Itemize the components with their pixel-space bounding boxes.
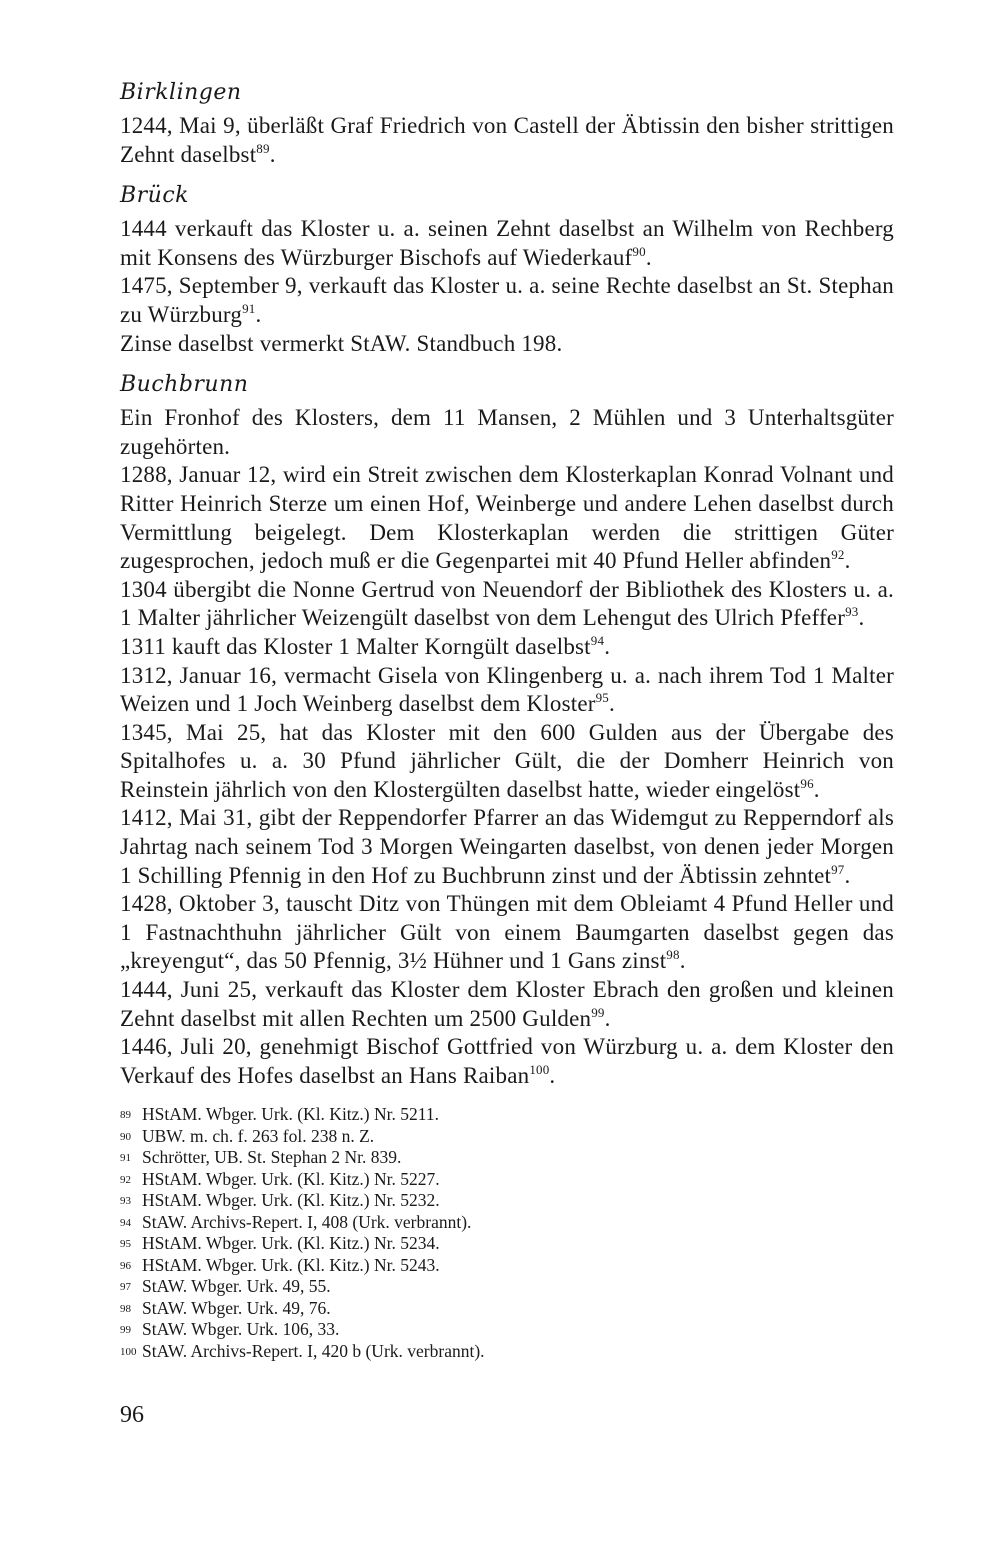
footnote-ref[interactable]: 96 bbox=[800, 775, 814, 791]
footnote-text: StAW. Wbger. Urk. 49, 76. bbox=[142, 1297, 331, 1318]
paragraph-text: 1312, Januar 16, vermacht Gisela von Klingenberg u. a. nach ihrem Tod 1 Malter Weizen und 1 Joch Weinberg daselbst dem Kloster bbox=[120, 662, 894, 717]
paragraph-text: 1412, Mai 31, gibt der Reppendorfer Pfarrer an das Widemgut zu Repperndorf als Jahrtag nach seinem Tod 3 Morgen Weingarten daselbst, von denen jeder Morgen 1 Schilling Pfennig in den Hof zu Buchbrunn zinst und der Äbtissin zehntet bbox=[120, 805, 894, 888]
footnote-ref[interactable]: 94 bbox=[590, 632, 605, 648]
footnote-number: 97 bbox=[120, 1281, 131, 1294]
paragraph bbox=[120, 719, 894, 805]
paragraph bbox=[120, 330, 894, 359]
footnote bbox=[120, 1276, 894, 1298]
footnote bbox=[120, 1104, 894, 1126]
footnote-number: 100 bbox=[120, 1345, 137, 1358]
paragraph-text: 1311 kauft das Kloster 1 Malter Korngült daselbst bbox=[120, 633, 591, 659]
footnote-number: 96 bbox=[120, 1259, 131, 1272]
footnotes bbox=[120, 1104, 894, 1362]
paragraph-text: 1304 übergibt die Nonne Gertrud von Neuendorf der Bibliothek des Klosters u. a. 1 Malter jährlicher Weizengült daselbst von dem Lehengut des Ulrich Pfeffer bbox=[120, 576, 894, 631]
footnote-number: 92 bbox=[120, 1173, 131, 1186]
footnote-number: 98 bbox=[120, 1302, 131, 1315]
section-heading: Birklingen bbox=[120, 80, 242, 105]
paragraph bbox=[120, 404, 894, 461]
paragraph-end: . bbox=[609, 691, 615, 717]
footnote-number: 94 bbox=[120, 1216, 131, 1229]
footnote-ref[interactable]: 95 bbox=[595, 690, 610, 706]
footnote-ref[interactable]: 92 bbox=[831, 547, 845, 563]
footnote-text: HStAM. Wbger. Urk. (Kl. Kitz.) Nr. 5243. bbox=[142, 1254, 440, 1275]
footnote-text: StAW. Wbger. Urk. 49, 55. bbox=[142, 1276, 331, 1297]
footnote bbox=[120, 1298, 894, 1320]
footnote-ref[interactable]: 91 bbox=[242, 300, 256, 316]
paragraph-text: 1428, Oktober 3, tauscht Ditz von Thüngen mit dem Obleiamt 4 Pfund Heller und 1 Fastnachthuhn jährlicher Gült von einem Baumgarten daselbst gegen das „kreyengut“, das 50 Pfennig, 3½ Hühner und 1 Gans zinst bbox=[120, 891, 894, 974]
footnote bbox=[120, 1319, 894, 1341]
paragraph-text: Zinse daselbst vermerkt StAW. Standbuch 198. bbox=[120, 330, 563, 356]
footnote-ref[interactable]: 90 bbox=[632, 243, 646, 259]
section bbox=[120, 181, 894, 358]
paragraph bbox=[120, 215, 894, 272]
sections bbox=[120, 78, 894, 1090]
paragraph-text: Ein Fronhof des Klosters, dem 11 Mansen, 2 Mühlen und 3 Unterhaltsgüter zugehörten. bbox=[120, 405, 894, 459]
footnote-text: StAW. Wbger. Urk. 106, 33. bbox=[142, 1319, 340, 1340]
footnote-text: HStAM. Wbger. Urk. (Kl. Kitz.) Nr. 5227. bbox=[142, 1168, 440, 1189]
paragraph bbox=[120, 976, 894, 1033]
paragraph-text: 1345, Mai 25, hat das Kloster mit den 600 Gulden aus der Übergabe des Spitalhofes u. a. 30 Pfund jährlicher Gült, die der Domherr Heinrich von Reinstein jährlich von den Klostergülten daselbst hatte, wieder eingelöst bbox=[120, 719, 894, 802]
footnote bbox=[120, 1147, 894, 1169]
paragraph-text: 1244, Mai 9, überläßt Graf Friedrich von Castell der Äbtissin den bisher strittigen Zehnt daselbst bbox=[120, 113, 894, 167]
section-heading: Brück bbox=[120, 183, 190, 209]
footnote bbox=[120, 1169, 894, 1191]
paragraph-end: . bbox=[679, 948, 686, 974]
section bbox=[120, 370, 894, 1090]
footnote bbox=[120, 1212, 894, 1234]
paragraph-end: . bbox=[844, 862, 851, 888]
footnote bbox=[120, 1341, 894, 1363]
footnote-ref[interactable]: 93 bbox=[845, 604, 859, 620]
paragraph-text: 1475, September 9, verkauft das Kloster u. a. seine Rechte daselbst an St. Stephan zu Würzburg bbox=[120, 273, 894, 327]
paragraph bbox=[120, 662, 894, 719]
section-heading: Buchbrunn bbox=[120, 372, 249, 398]
footnote-text: HStAM. Wbger. Urk. (Kl. Kitz.) Nr. 5232. bbox=[142, 1190, 440, 1211]
paragraph-end: . bbox=[645, 244, 652, 270]
paragraph bbox=[120, 272, 894, 329]
footnote bbox=[120, 1126, 894, 1148]
footnote-text: UBW. m. ch. f. 263 fol. 238 n. Z. bbox=[142, 1125, 375, 1146]
footnote-number: 93 bbox=[120, 1195, 131, 1208]
footnote-text: StAW. Archivs-Repert. I, 408 (Urk. verbrannt). bbox=[142, 1211, 472, 1232]
footnote-ref[interactable]: 89 bbox=[256, 140, 270, 156]
footnote-text: Schrötter, UB. St. Stephan 2 Nr. 839. bbox=[142, 1147, 402, 1168]
footnote-number: 91 bbox=[120, 1152, 131, 1165]
footnote-number: 89 bbox=[120, 1109, 131, 1122]
page-number: 96 bbox=[120, 1402, 144, 1428]
paragraph-end: . bbox=[813, 776, 820, 802]
footnote bbox=[120, 1255, 894, 1277]
footnote-ref[interactable]: 99 bbox=[591, 1004, 605, 1020]
paragraph bbox=[120, 890, 894, 976]
section bbox=[120, 78, 894, 169]
footnote bbox=[120, 1233, 894, 1255]
footnote-text: HStAM. Wbger. Urk. (Kl. Kitz.) Nr. 5234. bbox=[142, 1233, 440, 1254]
footnote-ref[interactable]: 97 bbox=[831, 861, 845, 877]
paragraph-end: . bbox=[255, 301, 262, 327]
paragraph-text: 1444, Juni 25, verkauft das Kloster dem Kloster Ebrach den großen und kleinen Zehnt daselbst mit allen Rechten um 2500 Gulden bbox=[120, 977, 894, 1031]
paragraph-end: . bbox=[549, 1062, 556, 1088]
paragraph-text: 1446, Juli 20, genehmigt Bischof Gottfried von Würzburg u. a. dem Kloster den Verkauf des Hofes daselbst an Hans Raiban bbox=[120, 1034, 894, 1088]
paragraph bbox=[120, 461, 894, 575]
footnote-text: StAW. Archivs-Repert. I, 420 b (Urk. verbrannt). bbox=[142, 1340, 485, 1361]
paragraph bbox=[120, 112, 894, 169]
paragraph-text: 1288, Januar 12, wird ein Streit zwischen dem Klosterkaplan Konrad Volnant und Ritter Heinrich Sterze um einen Hof, Weinberge und andere Lehen daselbst durch Vermittlung beigelegt. Dem Klosterkaplan werden die strittigen Güter zugesprochen, jedoch muß er die Gegenpartei mit 40 Pfund Heller abfinden bbox=[120, 462, 894, 574]
footnote-text: HStAM. Wbger. Urk. (Kl. Kitz.) Nr. 5211. bbox=[142, 1104, 439, 1125]
footnote-ref[interactable]: 98 bbox=[666, 947, 680, 963]
paragraph bbox=[120, 804, 894, 890]
footnote-ref[interactable]: 100 bbox=[529, 1061, 550, 1077]
paragraph-text: 1444 verkauft das Kloster u. a. seinen Zehnt daselbst an Wilhelm von Rechberg mit Konsens des Würzburger Bischofs auf Wiederkauf bbox=[120, 216, 894, 270]
paragraph-end: . bbox=[844, 548, 851, 574]
paragraph bbox=[120, 633, 894, 662]
footnote-number: 95 bbox=[120, 1238, 131, 1251]
paragraph-end: . bbox=[858, 605, 865, 631]
paragraph bbox=[120, 1033, 894, 1090]
footnote-number: 99 bbox=[120, 1324, 131, 1337]
paragraph-end: . bbox=[604, 1005, 611, 1031]
page-body bbox=[120, 78, 894, 1362]
paragraph-end: . bbox=[269, 141, 276, 167]
footnote bbox=[120, 1190, 894, 1212]
paragraph bbox=[120, 576, 894, 633]
paragraph-end: . bbox=[604, 633, 611, 659]
footnote-number: 90 bbox=[120, 1130, 131, 1143]
